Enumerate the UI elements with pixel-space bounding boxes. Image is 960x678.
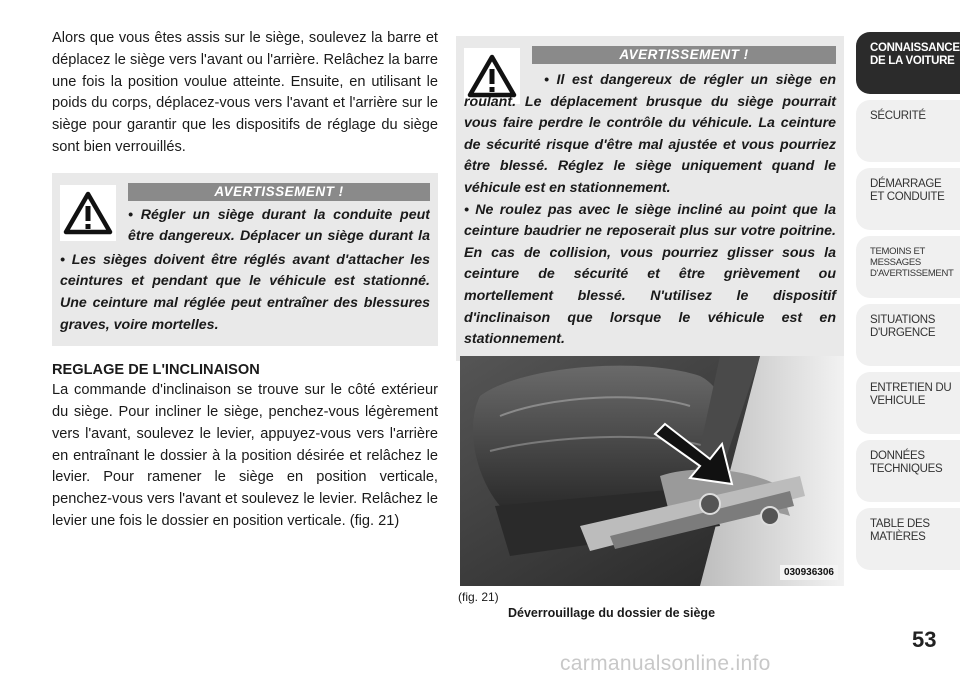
figure-caption: Déverrouillage du dossier de siège xyxy=(508,606,716,620)
tab-label: TEMOINS ET MESSAGES D'AVERTISSEMENT xyxy=(870,246,954,279)
warning-bullet-1: • Il est dangereux de régler un siège en roulant. Le déplacement brusque du siège pourrait vous faire perdre le contrôle du véhicule. La ceinture de sécurité risque d'être mal ajustée et vous pourriez être blessé. Réglez le siège uniquement quand le véhicule est en stationnement. xyxy=(464,72,836,196)
warning-bullet-2: • Ne roulez pas avec le siège incliné au point que la ceinture baudrier ne reposerait plus sur votre poitrine. En cas de collision, vous pourriez glisser sous la ceinture de sécurité et être grièvement ou mortellement blessé. N'utilisez le dispositif d'inclinaison que lorsque le véhicule est en stationnement. xyxy=(464,201,836,348)
figure-code: 030936306 xyxy=(780,565,838,580)
seat-figure xyxy=(460,356,844,586)
tab-connaissance[interactable] xyxy=(856,32,960,94)
tab-label: ENTRETIEN DU VEHICULE xyxy=(870,382,952,407)
right-column xyxy=(456,36,844,361)
tab-donnees[interactable] xyxy=(856,440,960,502)
tab-situations[interactable] xyxy=(856,304,960,366)
intro-paragraph: Alors que vous êtes assis sur le siège, soulevez la barre et déplacez le siège vers l'avant ou l'arrière. Relâchez la barre une fois la position voulue atteinte. Ensuite, en utilisant le poids du corps, déplacez-vous vers l'avant et l'arrière sur le siège pour garantir que les dispositifs de réglage du siège sont bien verrouillés. xyxy=(52,30,438,155)
tab-label: SÉCURITÉ xyxy=(870,110,926,122)
tab-entretien[interactable] xyxy=(856,372,960,434)
tab-label: TABLE DES MATIÈRES xyxy=(870,518,930,543)
warning-title: AVERTISSEMENT ! xyxy=(532,46,836,64)
seat-illustration xyxy=(460,356,844,586)
section-paragraph: La commande d'inclinaison se trouve sur le côté extérieur du siège. Pour incliner le siège, penchez-vous légèrement vers l'avant, soulevez le levier, appuyez-vous vers l'arrière en entraînant le dossier à la position désirée et relâchez le levier. Pour ramener le siège en position verticale, penchez-vous vers l'avant et soulevez le levier. Relâchez le levier une fois le dossier en position verticale. (fig. 21) xyxy=(52,382,438,529)
warning-title: AVERTISSEMENT ! xyxy=(128,183,430,201)
section-title: REGLAGE DE L'INCLINAISON xyxy=(52,362,260,379)
tab-temoins[interactable] xyxy=(856,236,960,298)
page-number: 53 xyxy=(912,627,937,652)
tab-label: DÉMARRAGE ET CONDUITE xyxy=(870,178,945,203)
figure-number: (fig. 21) xyxy=(458,590,499,604)
tab-demarrage[interactable] xyxy=(856,168,960,230)
warning-box-left xyxy=(52,173,438,346)
warning-bullet-1: • Régler un siège durant la conduite peut être dangereux. Déplacer un siège durant la xyxy=(128,206,430,245)
watermark: carmanualsonline.info xyxy=(560,652,771,675)
tab-label: CONNAISSANCE DE LA VOITURE xyxy=(870,42,960,67)
warning-triangle-icon xyxy=(60,185,116,241)
left-column xyxy=(52,28,438,533)
tab-table-matieres[interactable] xyxy=(856,508,960,570)
warning-bullet-2: • Les sièges doivent être réglés avant d'attacher les ceintures et pendant que le véhicule est stationné. Une ceinture mal réglée peut entraîner des blessures graves, voire mortelles. xyxy=(60,251,430,333)
chapter-tabs xyxy=(856,32,960,576)
tab-label: SITUATIONS D'URGENCE xyxy=(870,314,936,339)
tab-label: DONNÉES TECHNIQUES xyxy=(870,450,943,475)
warning-bullet-1-start xyxy=(128,205,430,248)
tab-securite[interactable] xyxy=(856,100,960,162)
warning-box-right xyxy=(456,36,844,361)
